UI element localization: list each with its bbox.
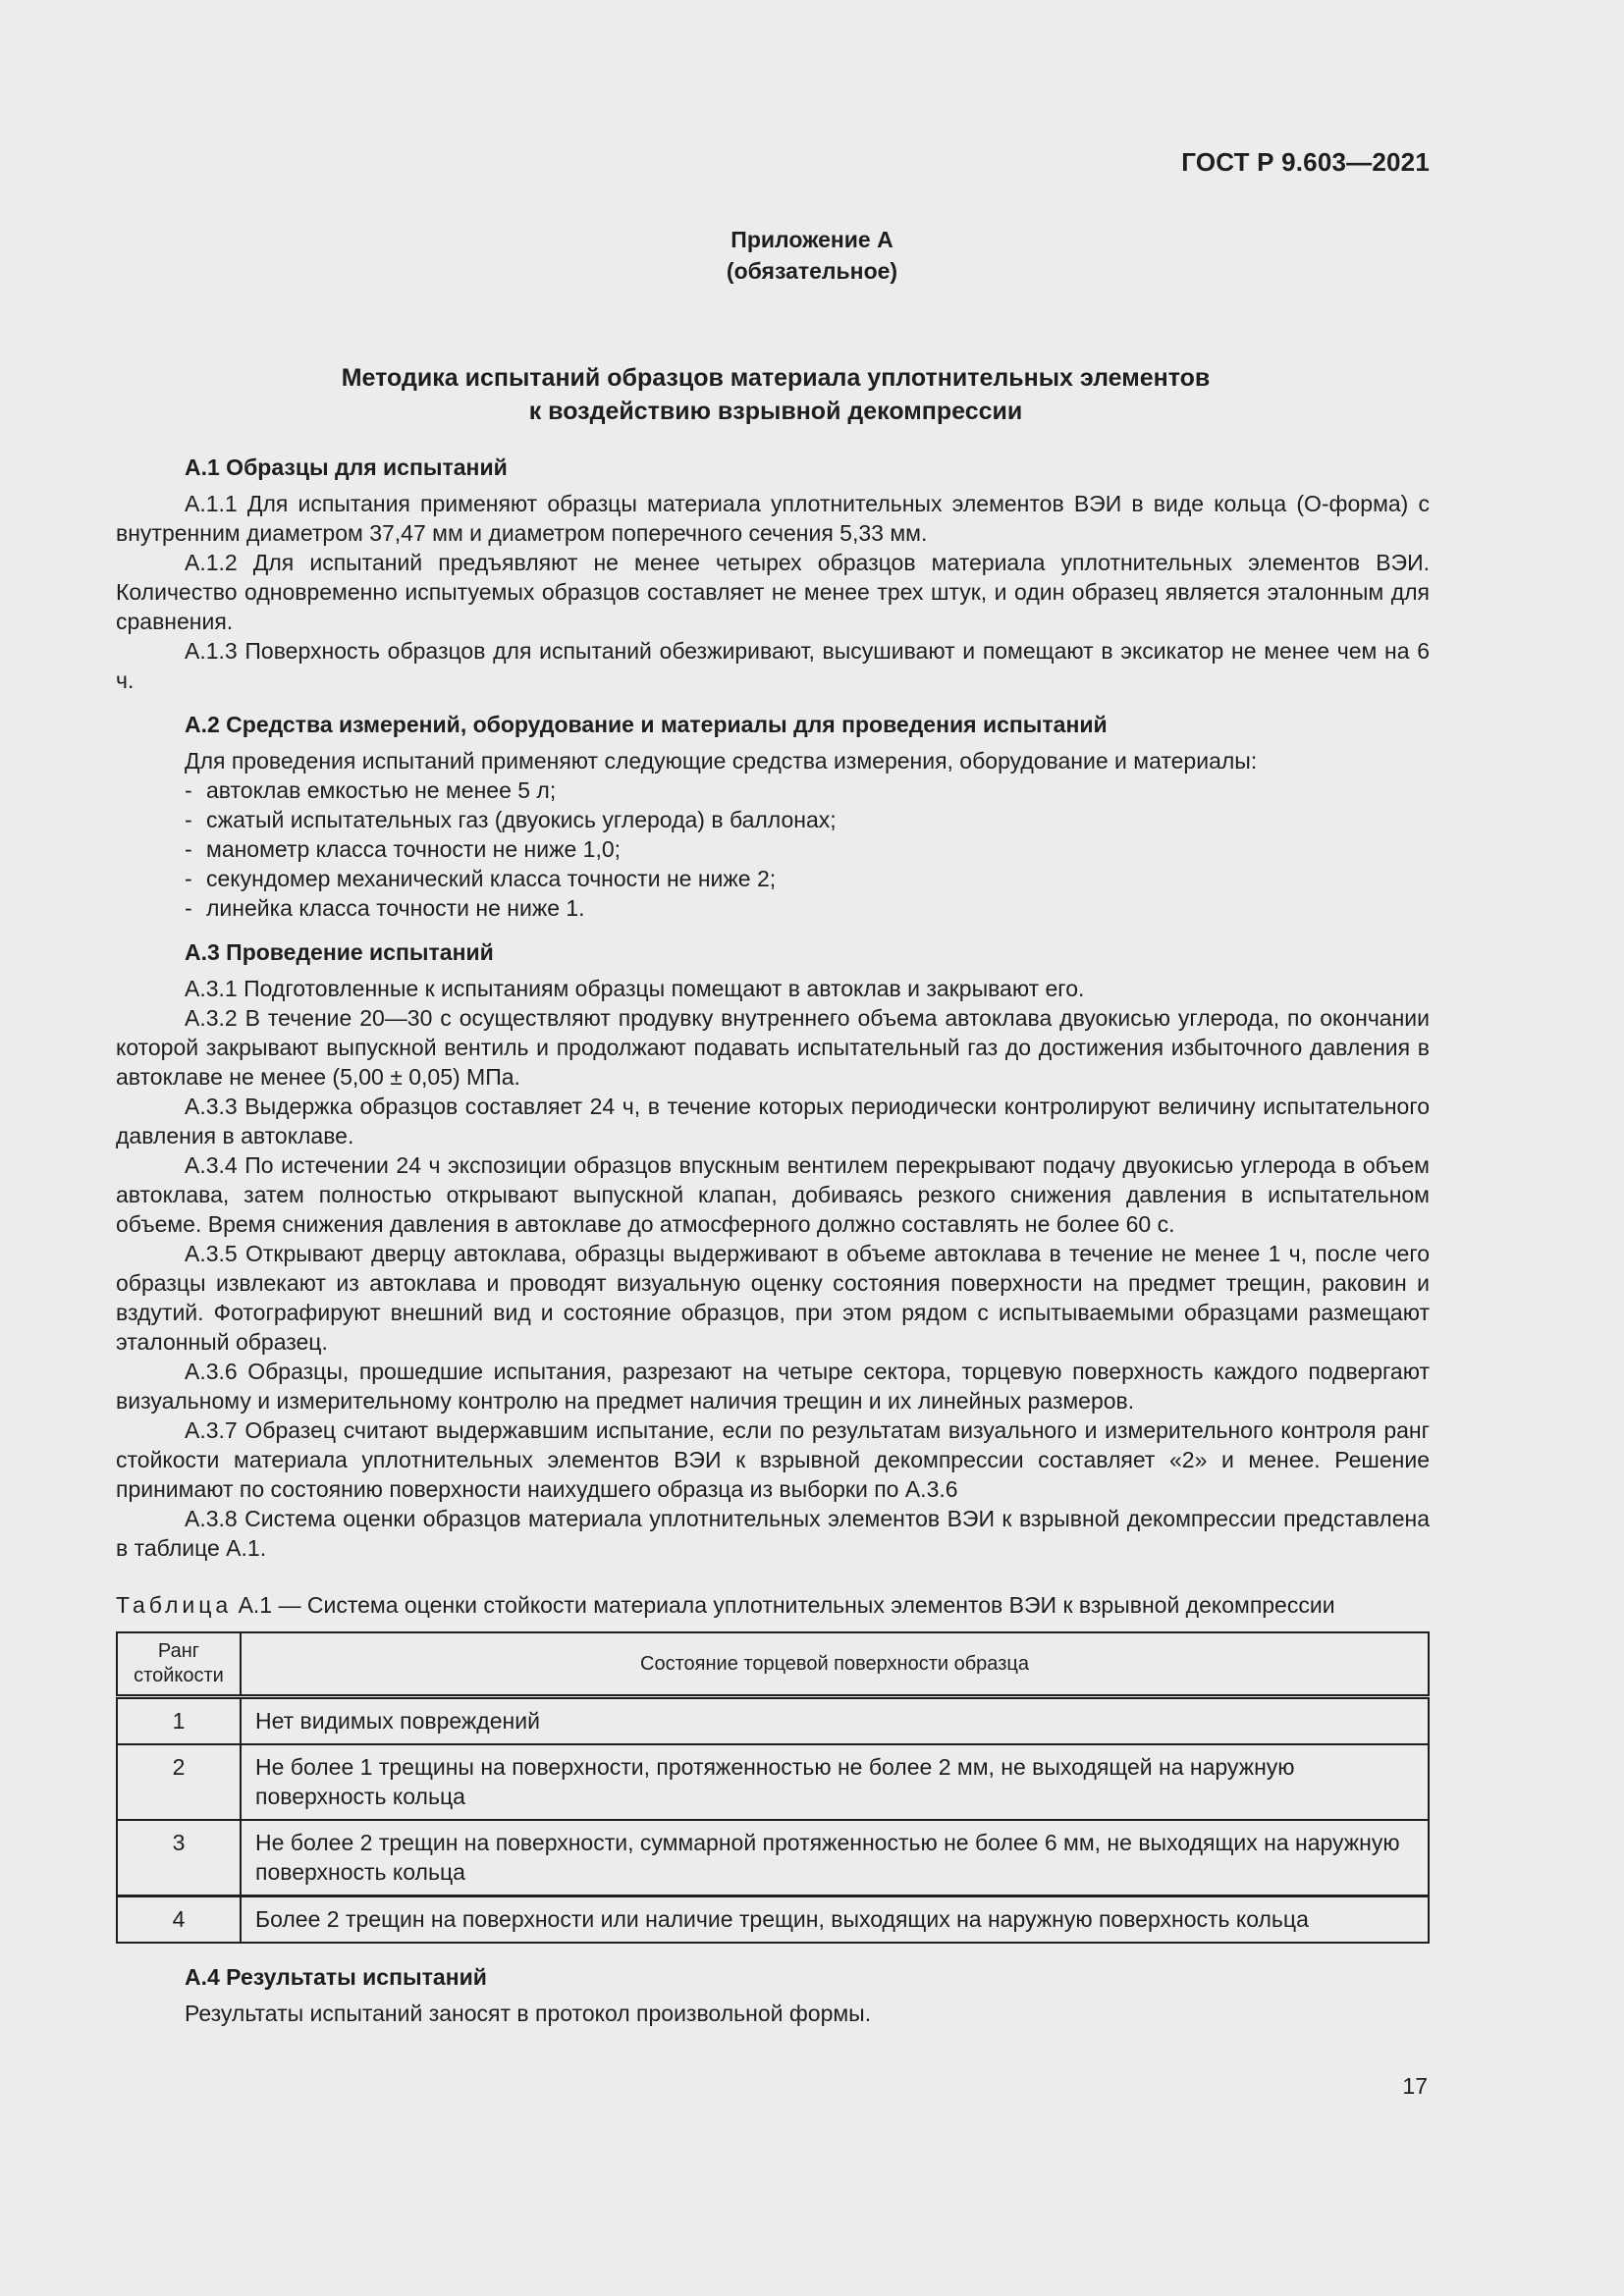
rank-cell: 2 <box>117 1744 241 1820</box>
list-item-text: сжатый испытательных газ (двуокись углерода) в баллонах; <box>206 807 837 832</box>
rank-cell: 3 <box>117 1820 241 1896</box>
paragraph-a3-6: А.3.6 Образцы, прошедшие испытания, разрезают на четыре сектора, торцевую поверхность каждого подвергают визуальному и измерительному контролю на предмет наличия трещин и их линейных размеров. <box>116 1359 1430 1414</box>
condition-cell: Более 2 трещин на поверхности или наличие трещин, выходящих на наружную поверхность кольца <box>241 1896 1429 1944</box>
column-header-rank-line2: стойкости <box>134 1665 224 1686</box>
condition-cell: Не более 1 трещины на поверхности, протяженностью не более 2 мм, не выходящей на наружную поверхность кольца <box>241 1744 1429 1820</box>
list-item <box>185 893 1430 923</box>
page-number: 17 <box>1402 2073 1428 2099</box>
column-header-rank-line1: Ранг <box>157 1640 200 1662</box>
condition-cell: Нет видимых повреждений <box>241 1697 1429 1745</box>
paragraph-a3-8: А.3.8 Система оценки образцов материала уплотнительных элементов ВЭИ к взрывной декомпрессии представлена в таблице А.1. <box>116 1506 1430 1561</box>
title-line-1: Методика испытаний образцов материала уплотнительных элементов <box>341 364 1211 392</box>
dash-marker: - <box>185 777 192 803</box>
paragraph-a3-5: А.3.5 Открывают дверцу автоклава, образцы выдерживают в объеме автоклава в течение не менее 1 ч, после чего образцы извлекают из автоклава и проводят визуальную оценку состояния поверхности на предмет трещин, раковин и вздутий. Фотографируют внешний вид и состояние образцов, при этом рядом с испытываемыми образцами размещают эталонный образец. <box>116 1241 1430 1355</box>
table-header-row <box>117 1632 1429 1697</box>
paragraph-a1-1: А.1.1 Для испытания применяют образцы материала уплотнительных элементов ВЭИ в виде кольца (О-форма) с внутренним диаметром 37,47 мм и диаметром поперечного сечения 5,33 мм. <box>116 491 1430 546</box>
list-item <box>185 864 1430 893</box>
list-item-text: секундомер механический класса точности не ниже 2; <box>206 866 777 891</box>
paragraph-a1-2: А.1.2 Для испытаний предъявляют не менее четырех образцов материала уплотнительных элементов ВЭИ. Количество одновременно испытуемых образцов составляет не менее трех штук, и один образец является эталонным для сравнения. <box>116 550 1430 634</box>
table-row <box>117 1820 1429 1896</box>
table-caption-word: Таблица <box>116 1592 233 1618</box>
dash-marker: - <box>185 836 192 862</box>
column-header-rank <box>117 1632 241 1697</box>
list-item <box>185 805 1430 834</box>
document-body <box>116 452 1430 2028</box>
list-item <box>185 775 1430 805</box>
paragraph-a3-2: А.3.2 В течение 20—30 с осуществляют продувку внутреннего объема автоклава двуокисью углерода, по окончании которой закрывают выпускной вентиль и продолжают подавать испытательный газ до достижения избыточного давления в автоклаве не менее (5,00 ± 0,05) МПа. <box>116 1005 1430 1090</box>
table-row <box>117 1744 1429 1820</box>
rank-cell: 1 <box>117 1697 241 1745</box>
appendix-heading <box>0 224 1624 287</box>
section-a3-heading: А.3 Проведение испытаний <box>185 939 494 965</box>
appendix-type: (обязательное) <box>726 258 898 284</box>
resistance-rank-table <box>116 1631 1430 1944</box>
paragraph-a3-7: А.3.7 Образец считают выдержавшим испытание, если по результатам визуального и измерительного контроля ранг стойкости материала уплотнительных элементов ВЭИ к взрывной декомпрессии составляет «2» и менее. Решение принимают по состоянию поверхности наихудшего образца из выборки по А.3.6 <box>116 1417 1430 1502</box>
column-header-condition: Состояние торцевой поверхности образца <box>241 1632 1429 1697</box>
paragraph-a3-3: А.3.3 Выдержка образцов составляет 24 ч, в течение которых периодически контролируют величину испытательного давления в автоклаве. <box>116 1094 1430 1148</box>
paragraph-a3-1: А.3.1 Подготовленные к испытаниям образцы помещают в автоклав и закрывают его. <box>185 976 1085 1001</box>
table-row <box>117 1896 1429 1944</box>
dash-marker: - <box>185 866 192 891</box>
rank-cell: 4 <box>117 1896 241 1944</box>
table-caption-text: А.1 — Система оценки стойкости материала уплотнительных элементов ВЭИ к взрывной декомпрессии <box>232 1592 1335 1618</box>
table-row <box>117 1697 1429 1745</box>
list-item-text: манометр класса точности не ниже 1,0; <box>206 836 622 862</box>
document-code: ГОСТ Р 9.603—2021 <box>1181 147 1430 177</box>
section-a4-heading: А.4 Результаты испытаний <box>185 1964 487 1990</box>
paragraph-a2-intro: Для проведения испытаний применяют следующие средства измерения, оборудование и материалы: <box>185 748 1258 774</box>
paragraph-a4-1: Результаты испытаний заносят в протокол произвольной формы. <box>185 2001 872 2026</box>
table-caption <box>116 1590 1430 1620</box>
condition-cell: Не более 2 трещин на поверхности, суммарной протяженностью не более 6 мм, не выходящих на наружную поверхность кольца <box>241 1820 1429 1896</box>
equipment-list <box>116 775 1430 923</box>
title-line-2: к воздействию взрывной декомпрессии <box>528 398 1023 425</box>
paragraph-a3-4: А.3.4 По истечении 24 ч экспозиции образцов впускным вентилем перекрывают подачу двуокисью углерода в объем автоклава, затем полностью открывают выпускной клапан, добиваясь резкого снижения давления в испытательном объеме. Время снижения давления в автоклаве до атмосферного должно составлять не более 60 с. <box>116 1152 1430 1237</box>
list-item <box>185 834 1430 864</box>
dash-marker: - <box>185 895 192 921</box>
document-title <box>0 361 1551 428</box>
list-item-text: линейка класса точности не ниже 1. <box>206 895 585 921</box>
list-item-text: автоклав емкостью не менее 5 л; <box>206 777 557 803</box>
dash-marker: - <box>185 807 192 832</box>
section-a1-heading: А.1 Образцы для испытаний <box>185 454 508 480</box>
appendix-title: Приложение А <box>731 227 893 252</box>
section-a2-heading: А.2 Средства измерений, оборудование и материалы для проведения испытаний <box>185 712 1108 737</box>
paragraph-a1-3: А.1.3 Поверхность образцов для испытаний обезжиривают, высушивают и помещают в эксикатор не менее чем на 6 ч. <box>116 638 1430 693</box>
